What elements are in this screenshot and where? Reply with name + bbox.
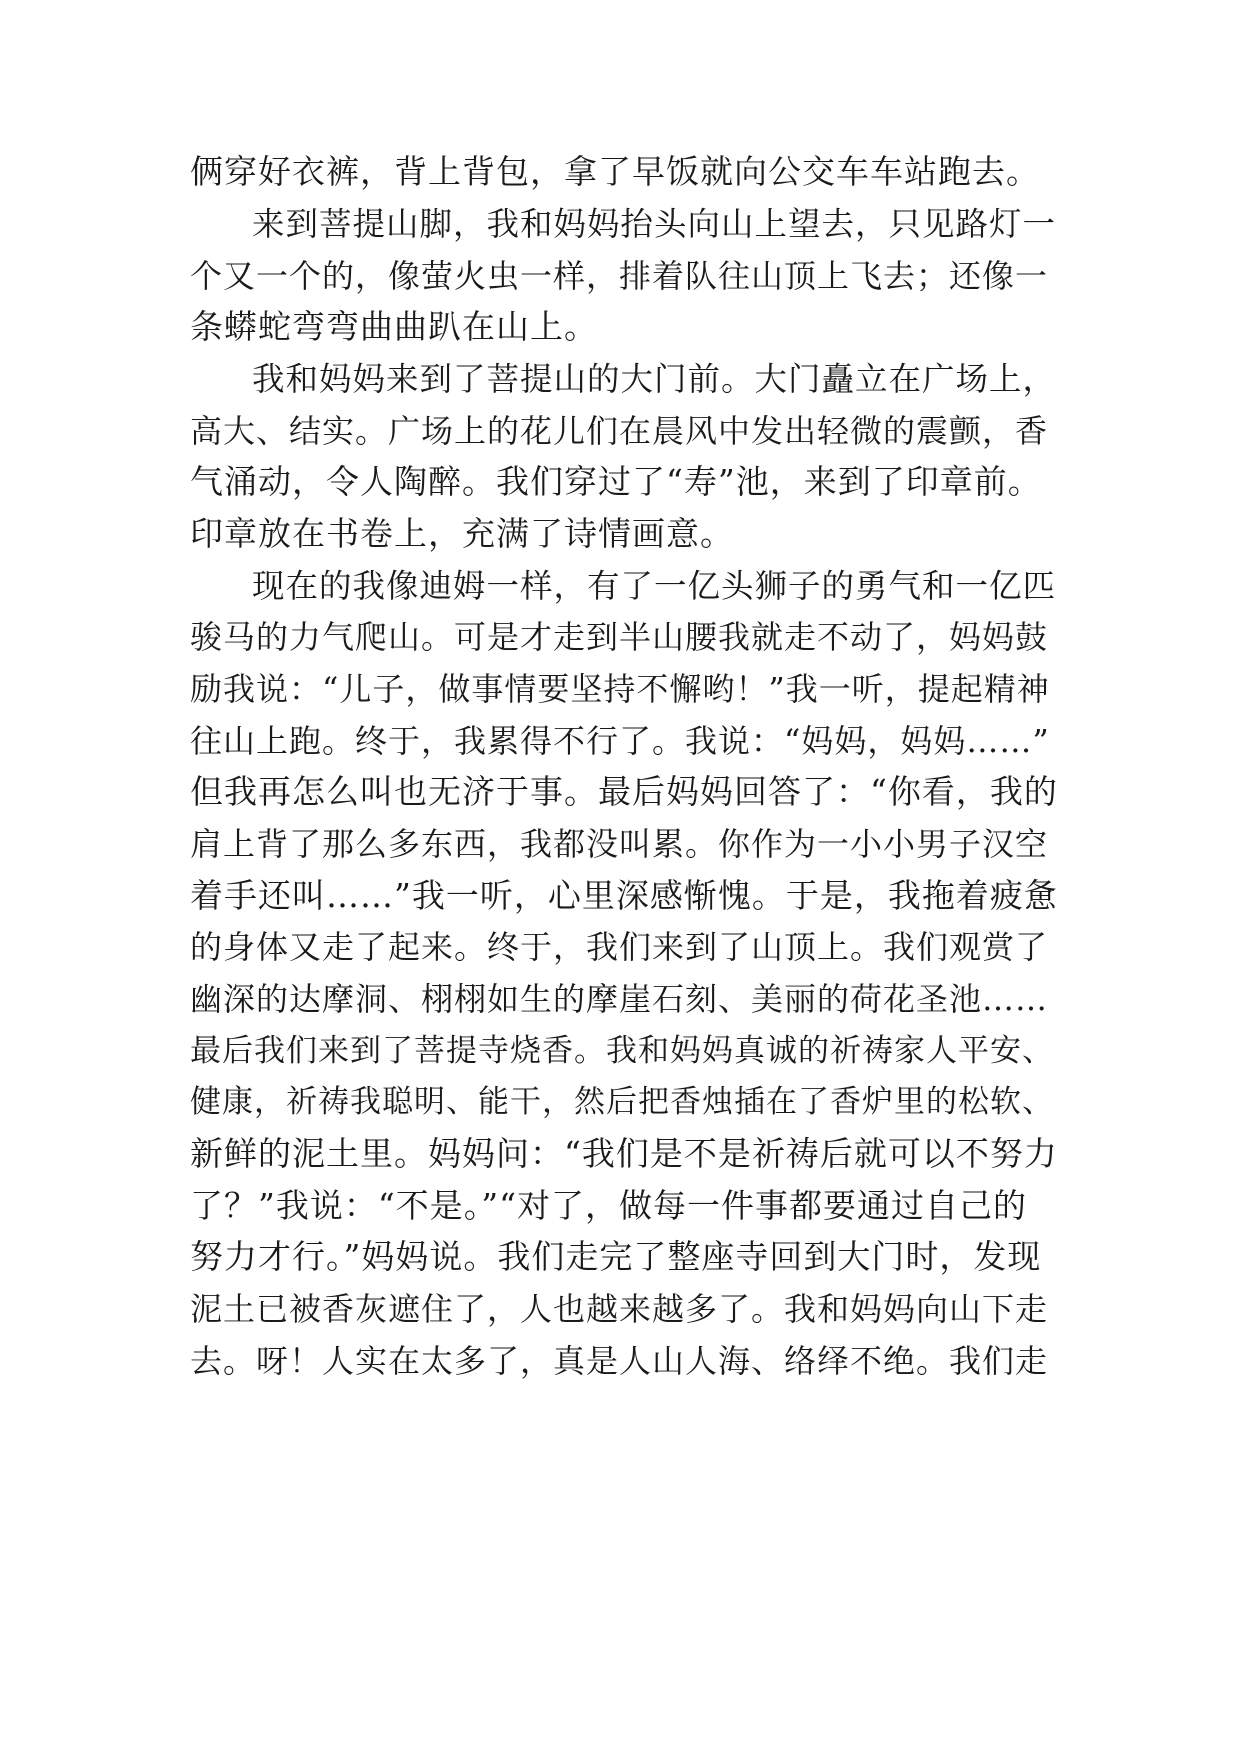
text-line-1: 俩穿好衣裤，背上背包，拿了早饭就向公交车车站跑去。 bbox=[190, 152, 1040, 191]
text-line-3: 个又一个的，像萤火虫一样，排着队往山顶上飞去；还像一 bbox=[190, 257, 1049, 295]
text-line-5: 我和妈妈来到了菩提山的大门前。大门矗立在广场上， bbox=[252, 360, 1057, 398]
text-line-11: 励我说：“儿子，做事情要坚持不懈哟！”我一听，提起精神 bbox=[190, 670, 1050, 708]
text-line-19: 健康，祈祷我聪明、能干，然后把香烛插在了香炉里的松软、 bbox=[190, 1084, 1054, 1120]
text-line-4: 条蟒蛇弯弯曲曲趴在山上。 bbox=[190, 307, 598, 346]
text-line-23: 泥土已被香灰遮住了，人也越来越多了。我和妈妈向山下走 bbox=[190, 1290, 1049, 1328]
text-line-2: 来到菩提山脚，我和妈妈抬头向山上望去，只见路灯一 bbox=[252, 205, 1057, 243]
text-line-6: 高大、结实。广场上的花儿们在晨风中发出轻微的震颤，香 bbox=[190, 412, 1049, 450]
text-line-7: 气涌动，令人陶醉。我们穿过了“寿”池，来到了印章前。 bbox=[190, 462, 1042, 501]
text-line-12: 往山上跑。终于，我累得不行了。我说：“妈妈，妈妈……” bbox=[190, 722, 1050, 760]
text-line-21: 了？”我说：“不是。”“对了，做每一件事都要通过自己的 bbox=[190, 1186, 1027, 1225]
text-line-18: 最后我们来到了菩提寺烧香。我和妈妈真诚的祈祷家人平安、 bbox=[190, 1033, 1054, 1069]
text-line-8: 印章放在书卷上，充满了诗情画意。 bbox=[190, 514, 734, 553]
text-line-20: 新鲜的泥土里。妈妈问：“我们是不是祈祷后就可以不努力 bbox=[190, 1134, 1058, 1173]
text-line-24: 去。呀！人实在太多了，真是人山人海、络绎不绝。我们走 bbox=[190, 1342, 1049, 1380]
text-line-13: 但我再怎么叫也无济于事。最后妈妈回答了：“你看，我的 bbox=[190, 772, 1058, 811]
text-line-10: 骏马的力气爬山。可是才走到半山腰我就走不动了，妈妈鼓 bbox=[190, 618, 1049, 656]
text-line-15: 着手还叫……”我一听，心里深感惭愧。于是，我拖着疲惫 bbox=[190, 876, 1058, 915]
text-line-17: 幽深的达摩洞、栩栩如生的摩崖石刻、美丽的荷花圣池…… bbox=[190, 980, 1049, 1018]
text-line-22: 努力才行。”妈妈说。我们走完了整座寺回到大门时，发现 bbox=[190, 1237, 1042, 1276]
text-line-16: 的身体又走了起来。终于，我们来到了山顶上。我们观赏了 bbox=[190, 928, 1049, 966]
text-line-9: 现在的我像迪姆一样，有了一亿头狮子的勇气和一亿匹 bbox=[252, 567, 1057, 605]
text-line-14: 肩上背了那么多东西，我都没叫累。你作为一小小男子汉空 bbox=[190, 825, 1049, 863]
